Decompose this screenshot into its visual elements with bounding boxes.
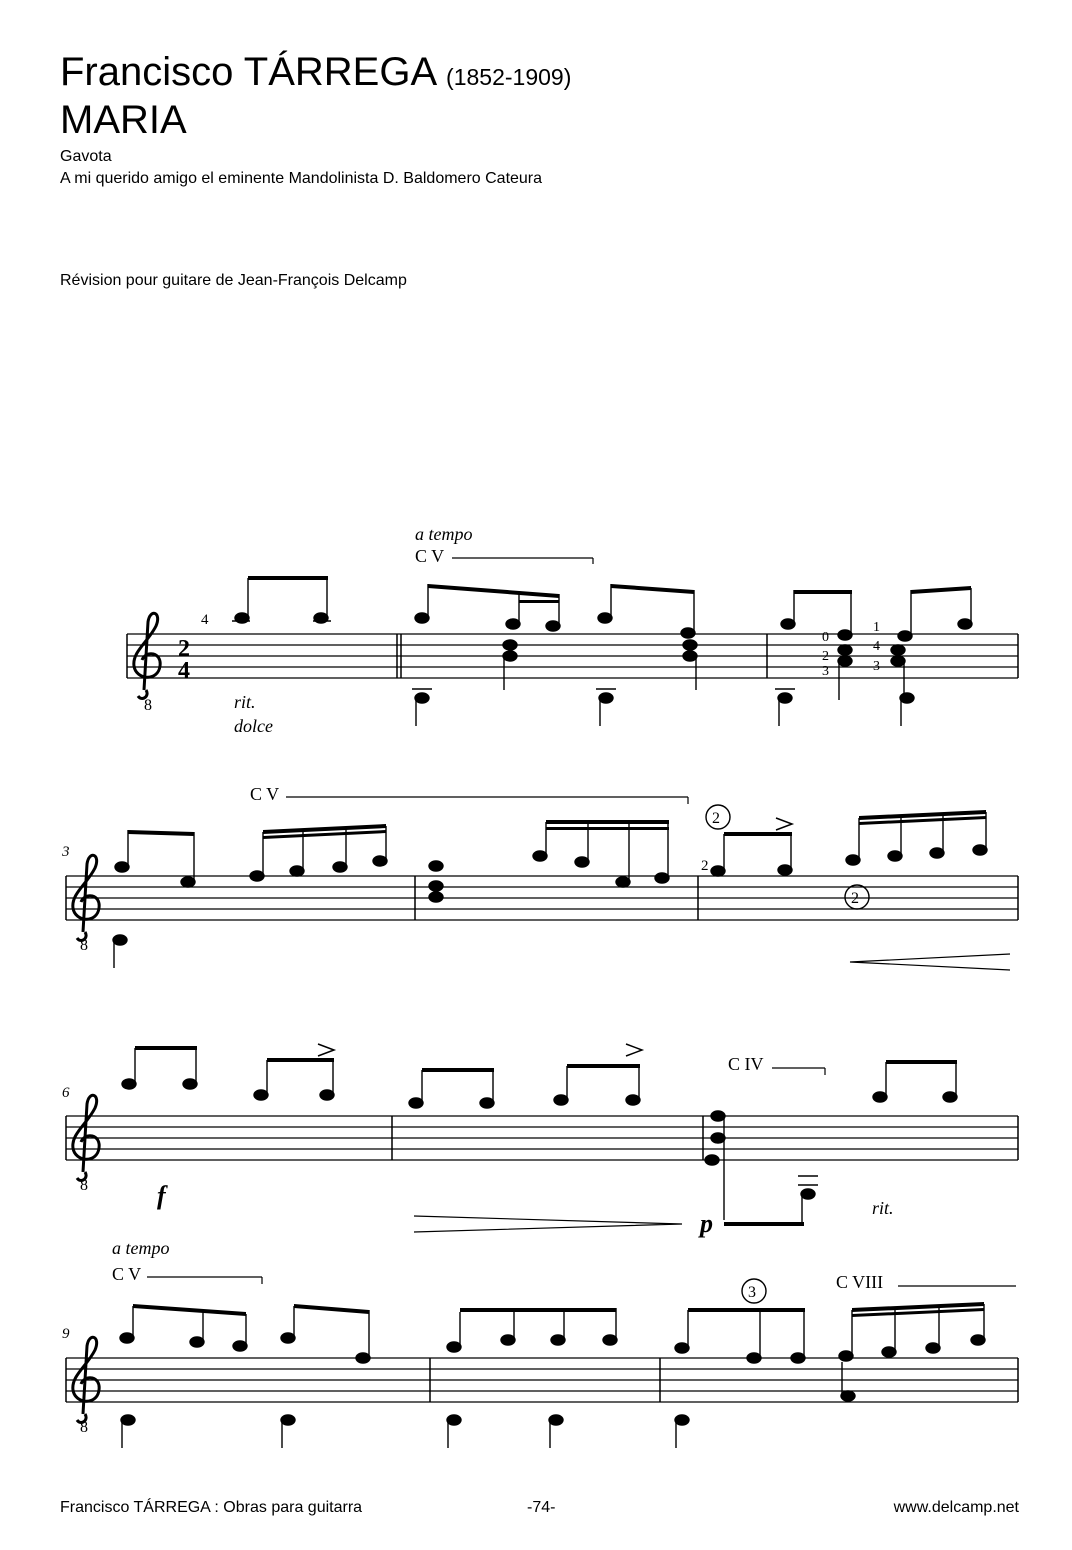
measure-number: 9 — [62, 1326, 70, 1342]
tempo-mark: a tempo — [415, 524, 473, 544]
composer-name: Francisco TÁRREGA — [60, 50, 435, 94]
note-group — [122, 1046, 957, 1226]
barre-mark: C V — [250, 784, 280, 804]
string-number-circle — [706, 805, 730, 829]
dedication: A mi querido amigo el eminente Mandolinista D. Baldomero Cateura — [60, 170, 543, 187]
string-number-circle — [845, 885, 869, 909]
svg-text:3: 3 — [748, 1284, 756, 1301]
expression-dolce: dolce — [234, 716, 273, 736]
fingering-number: 1 — [873, 620, 880, 635]
accent-mark — [318, 818, 792, 1056]
barre-mark: C IV — [728, 1054, 764, 1074]
footer-page-number: -74- — [527, 1499, 556, 1516]
clef-octave-label: 8 — [80, 1177, 88, 1194]
fingering-number: 2 — [701, 858, 709, 874]
note-group — [232, 576, 972, 726]
fingering-number: 3 — [822, 664, 829, 679]
svg-text:2: 2 — [851, 890, 859, 907]
fingering-number: 4 — [201, 612, 209, 628]
barre-mark: C V — [112, 1264, 142, 1284]
composer-dates: (1852-1909) — [446, 64, 572, 90]
note-group — [120, 1302, 985, 1448]
barre-mark: C V — [415, 546, 445, 566]
clef-octave-label: 8 — [80, 937, 88, 954]
piece-subtitle: Gavota — [60, 148, 112, 165]
footer-book-title: Francisco TÁRREGA : Obras para guitarra — [60, 1499, 363, 1516]
music-score — [0, 500, 1072, 1500]
clef-octave-label: 8 — [144, 697, 152, 714]
measure-number: 6 — [62, 1085, 70, 1101]
expression-rit: rit. — [872, 1198, 894, 1218]
fingering-number: 2 — [822, 649, 829, 664]
footer-website: www.delcamp.net — [893, 1499, 1019, 1516]
svg-text:2: 2 — [712, 810, 720, 827]
dynamic-forte: f — [157, 1181, 166, 1210]
clef-octave-label: 8 — [80, 1419, 88, 1436]
piece-title: MARIA — [60, 98, 187, 142]
tempo-mark: a tempo — [112, 1238, 170, 1258]
time-signature-bottom: 4 — [178, 658, 190, 684]
fingering-number: 3 — [873, 659, 880, 674]
decrescendo-hairpin — [850, 954, 1010, 970]
expression-rit: rit. — [234, 692, 256, 712]
dynamic-piano: p — [700, 1209, 713, 1238]
note-group — [113, 810, 987, 968]
string-number-circle — [742, 1279, 766, 1303]
measure-number: 3 — [62, 844, 70, 860]
fingering-number: 0 — [822, 630, 829, 645]
crescendo-hairpin — [414, 1216, 682, 1232]
revision-credit: Révision pour guitare de Jean-François Delcamp — [60, 272, 407, 289]
fingering-number: 4 — [873, 639, 880, 654]
barre-mark: C VIII — [836, 1272, 884, 1292]
time-signature-top: 2 — [178, 636, 190, 662]
composer-line — [60, 50, 571, 99]
